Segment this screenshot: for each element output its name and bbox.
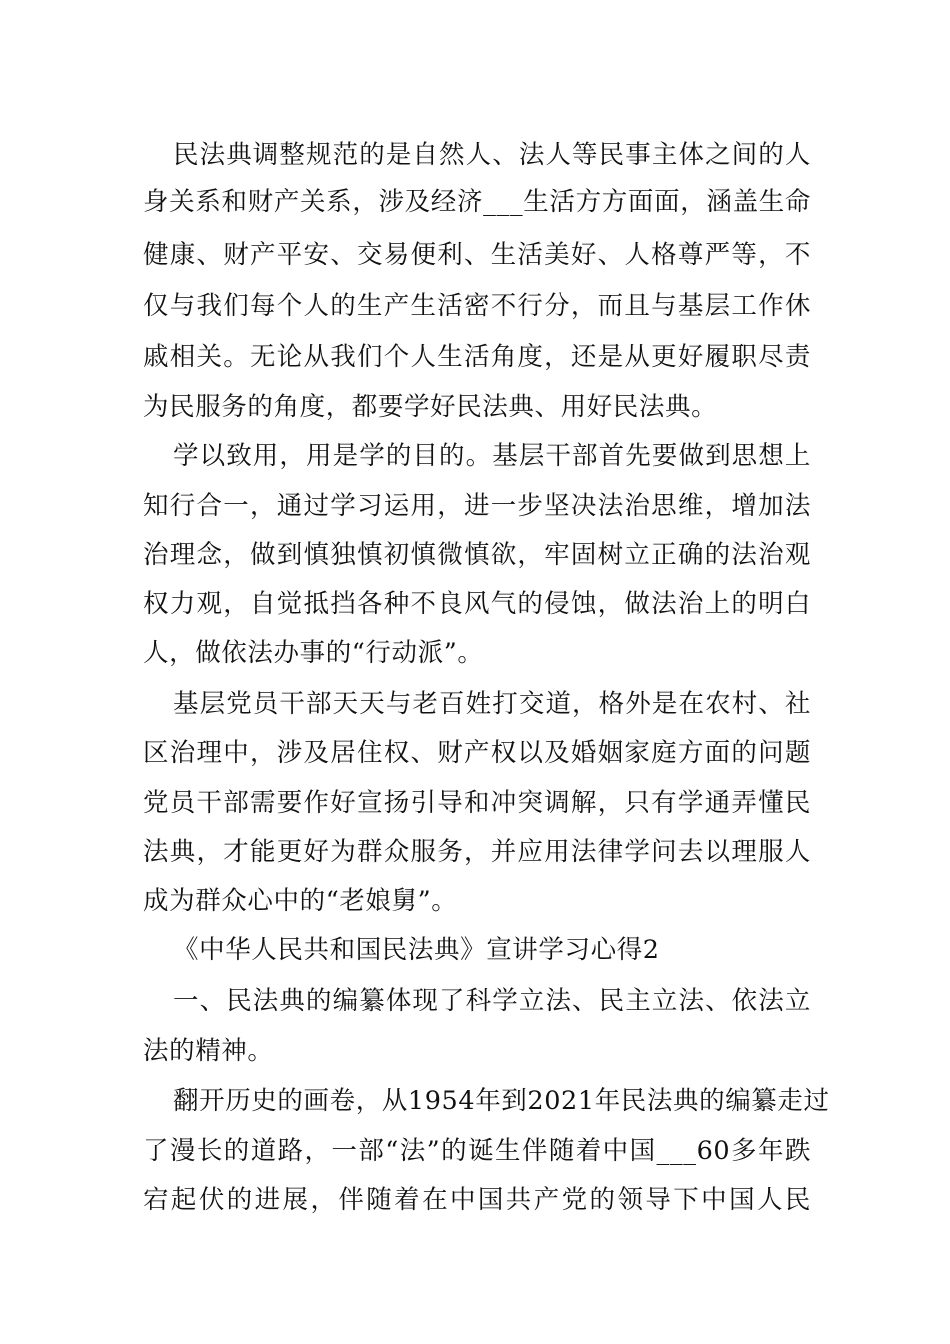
text-line: 身关系和财产关系，涉及经济___生活方方面面，涵盖生命: [143, 187, 811, 217]
text-line: 民法典调整规范的是自然人、法人等民事主体之间的人: [173, 140, 811, 170]
text-line: 区治理中，涉及居住权、财产权以及婚姻家庭方面的问题: [143, 738, 811, 768]
text-line: 戚相关。无论从我们个人生活角度，还是从更好履职尽责: [143, 342, 811, 372]
text-line: 法的精神。: [143, 1036, 274, 1066]
text-line: 为民服务的角度，都要学好民法典、用好民法典。: [143, 392, 718, 422]
text-line: 仅与我们每个人的生产生活密不行分，而且与基层工作休: [143, 291, 811, 321]
text-line: 基层党员干部天天与老百姓打交道，格外是在农村、社: [173, 689, 811, 719]
text-line: 一、民法典的编纂体现了科学立法、民主立法、依法立: [173, 986, 811, 1016]
text-line: 法典，才能更好为群众服务，并应用法律学问去以理服人: [143, 837, 811, 867]
text-line: 治理念，做到慎独慎初慎微慎欲，牢固树立正确的法治观: [143, 540, 811, 570]
text-line: 翻开历史的画卷，从1954年到2021年民法典的编纂走过: [173, 1086, 830, 1116]
text-line: 学以致用，用是学的目的。基层干部首先要做到思想上: [173, 441, 811, 471]
text-line: 成为群众心中的“老娘舅”。: [143, 886, 458, 916]
text-line: 健康、财产平安、交易便利、生活美好、人格尊严等，不: [143, 240, 811, 270]
text-line: 了漫长的道路，一部“法”的诞生伴随着中国___60多年跌: [143, 1136, 811, 1166]
text-line: 权力观，自觉抵挡各种不良风气的侵蚀，做法治上的明白: [143, 589, 811, 619]
text-line: 人，做依法办事的“行动派”。: [143, 638, 484, 668]
section-heading: 《中华人民共和国民法典》宣讲学习心得2: [173, 935, 660, 965]
text-line: 知行合一，通过学习运用，进一步坚决法治思维，增加法: [143, 491, 811, 521]
text-line: 党员干部需要作好宣扬引导和冲突调解，只有学通弄懂民: [143, 788, 811, 818]
text-line: 宕起伏的进展，伴随着在中国共产党的领导下中国人民: [143, 1185, 811, 1215]
